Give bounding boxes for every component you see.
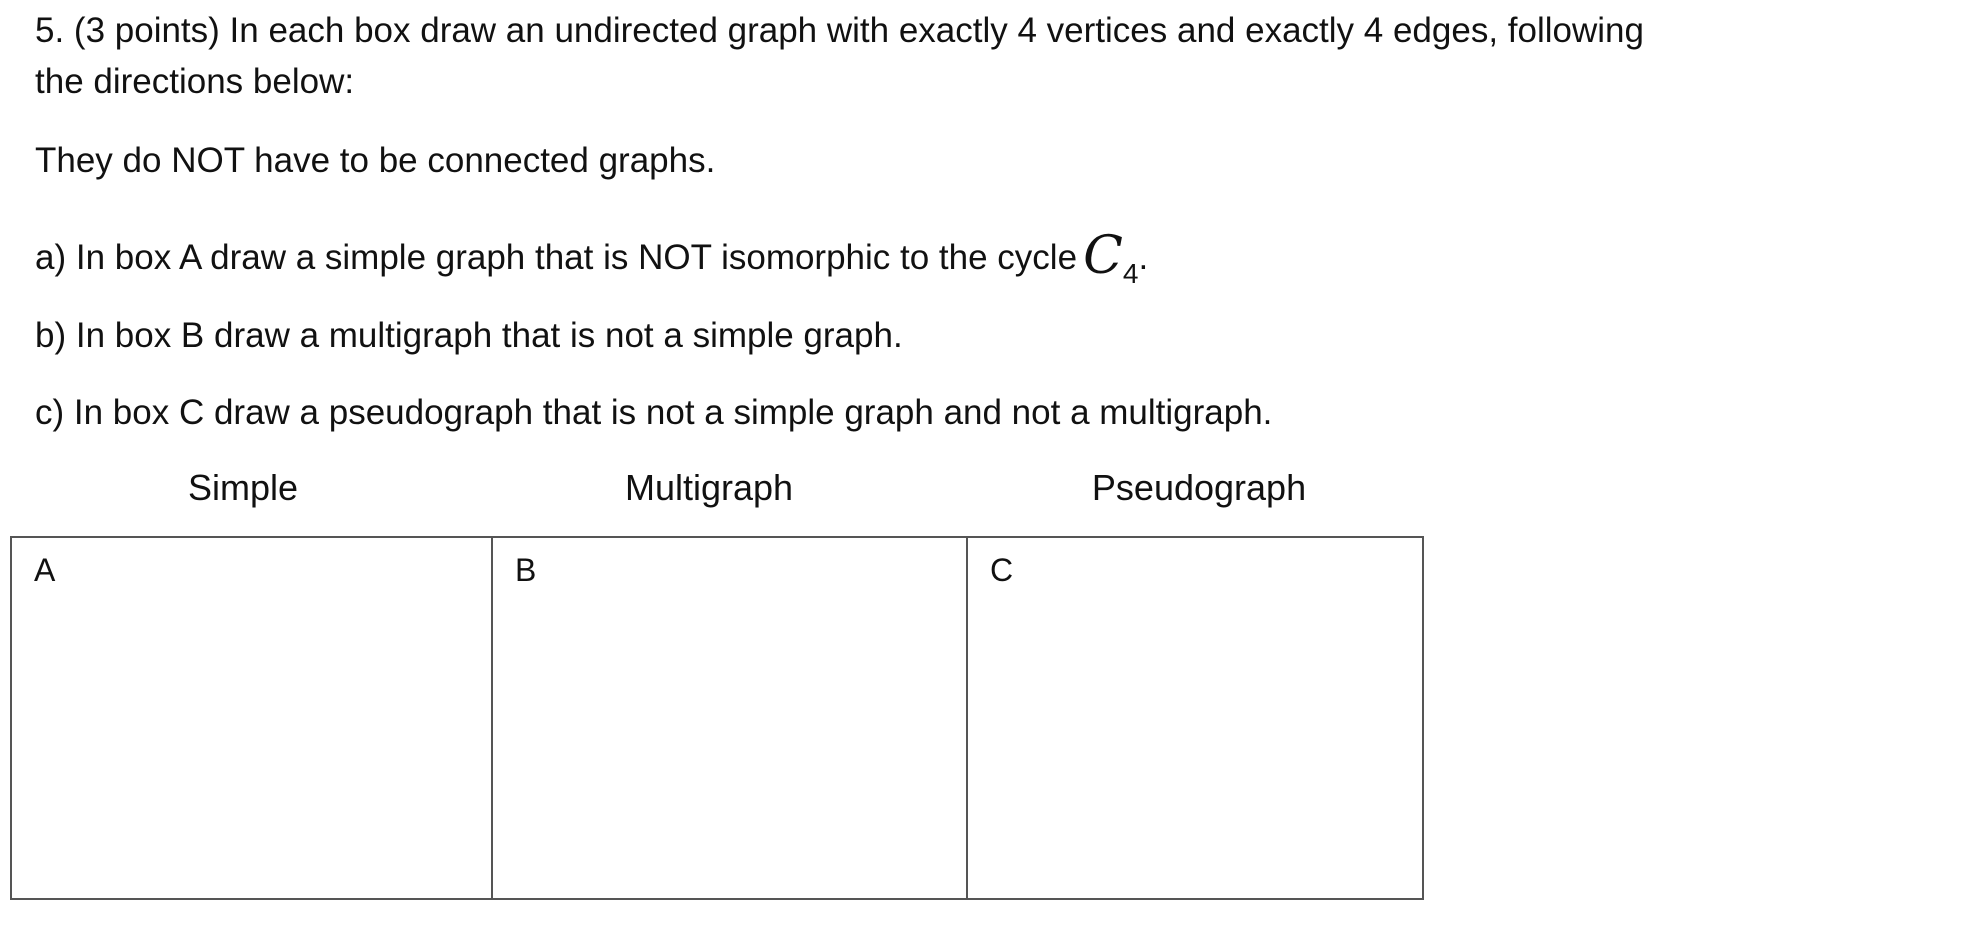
part-c-text: c) In box C draw a pseudograph that is not a simple graph and not a multigraph. [35,393,1273,432]
column-label-multigraph: Multigraph [624,467,794,508]
part-a-text [35,226,1149,289]
answer-box-b[interactable] [493,538,968,898]
question-line-1: 5. (3 points) In each box draw an undirected graph with exactly 4 vertices and exactly 4 edges, following [35,11,1644,50]
question-line-2: the directions below: [35,62,355,101]
question-note: They do NOT have to be connected graphs. [35,141,716,180]
part-a-instruction: a) In box A draw a simple graph that is NOT isomorphic to the cycle [35,238,1078,277]
answer-boxes-table [10,536,1424,900]
column-label-pseudograph: Pseudograph [1091,467,1307,508]
cycle-subscript: 4 [1122,258,1139,289]
cycle-symbol: C [1083,226,1123,286]
part-a-period: . [1138,238,1149,277]
column-label-simple: Simple [187,467,299,508]
part-b-text: b) In box B draw a multigraph that is not a simple graph. [35,316,903,355]
answer-box-a[interactable] [12,538,493,898]
box-b-label: B [515,552,537,588]
box-a-label: A [34,552,56,588]
box-c-label: C [990,552,1014,588]
answer-box-c[interactable] [968,538,1422,898]
